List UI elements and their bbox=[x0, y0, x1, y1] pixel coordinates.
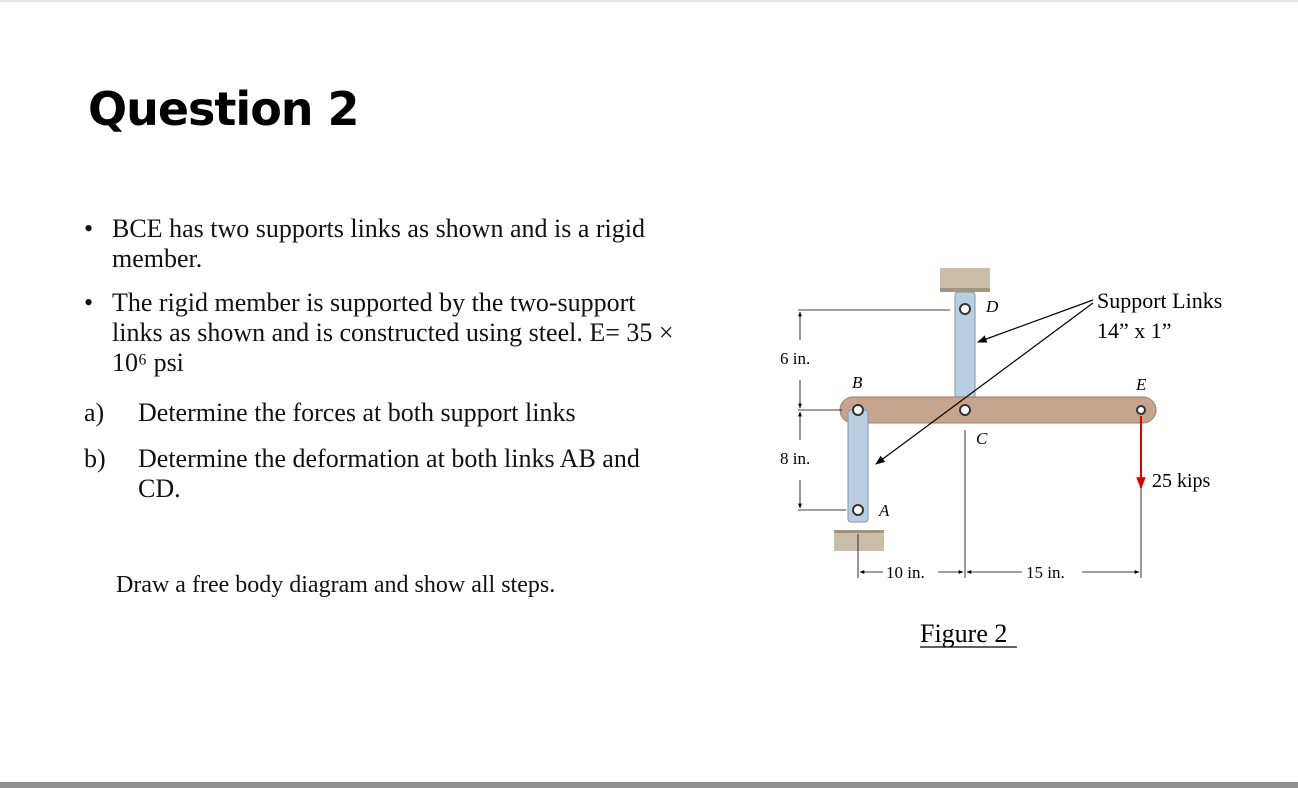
support-links-label: Support Links bbox=[1097, 288, 1223, 313]
part-label: b) bbox=[84, 444, 106, 473]
bottom-divider bbox=[0, 782, 1298, 788]
bullet-text: The rigid member is supported by the two-support links as shown and is constructed using steel. E= 35 × 10⁶ psi bbox=[112, 288, 674, 377]
dim-label-15in: 15 in. bbox=[1026, 563, 1065, 582]
part-label: a) bbox=[84, 398, 105, 427]
pin-b bbox=[853, 405, 863, 415]
top-support-block bbox=[940, 268, 990, 290]
bullet-text: BCE has two supports links as shown and is a rigid member. bbox=[112, 214, 645, 273]
point-label-a: A bbox=[879, 501, 890, 520]
question-title: Question 2 bbox=[88, 82, 359, 136]
bullet-dot: • bbox=[84, 214, 94, 243]
rigid-bar-bce bbox=[840, 397, 1156, 423]
instruction-note: Draw a free body diagram and show all steps. bbox=[116, 572, 556, 598]
bullet-dot: • bbox=[84, 288, 94, 317]
top-support-edge bbox=[940, 288, 990, 292]
dim-label-10in: 10 in. bbox=[886, 563, 925, 582]
figure-caption: Figure 2 bbox=[920, 619, 1008, 648]
point-label-b: B bbox=[852, 373, 863, 392]
part-text: Determine the deformation at both links AB and CD. bbox=[138, 444, 640, 503]
point-label-d: D bbox=[986, 297, 999, 316]
part-text: Determine the forces at both support links bbox=[138, 398, 576, 427]
pin-e bbox=[1137, 406, 1145, 414]
dim-label-6in: 6 in. bbox=[780, 349, 811, 368]
point-label-c: C bbox=[976, 429, 988, 448]
pin-d bbox=[960, 304, 970, 314]
bottom-support-block bbox=[834, 533, 884, 551]
support-links-size: 14” x 1” bbox=[1097, 318, 1172, 343]
load-label: 25 kips bbox=[1152, 470, 1211, 492]
pin-a bbox=[853, 505, 863, 515]
pin-c bbox=[960, 405, 970, 415]
point-label-e: E bbox=[1136, 375, 1147, 394]
dim-label-8in: 8 in. bbox=[780, 449, 811, 468]
